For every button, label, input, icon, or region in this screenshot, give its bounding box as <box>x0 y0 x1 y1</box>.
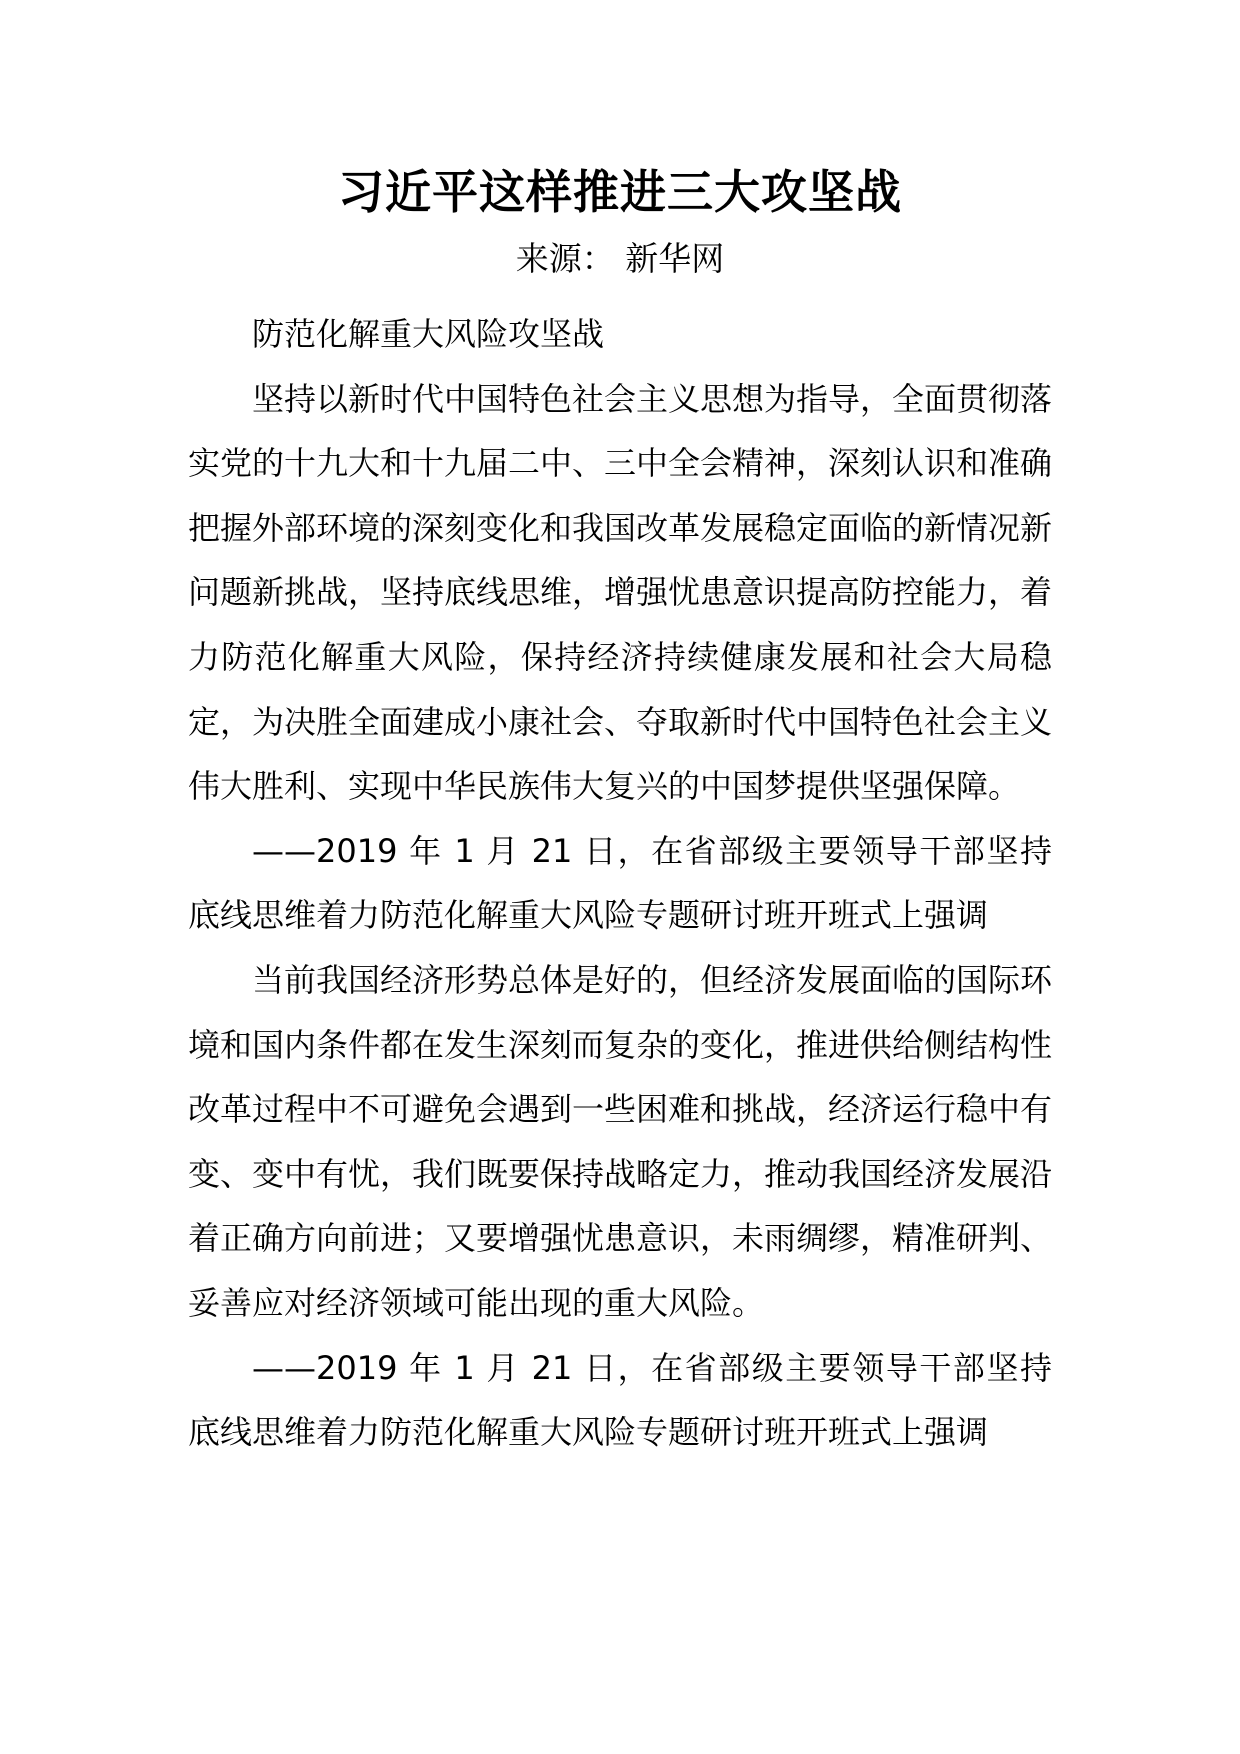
document-source: 来源： 新华网 <box>515 239 725 278</box>
document-title: 习近平这样推进三大攻坚战 <box>338 165 902 219</box>
quote-attribution: ——2019 年 1 月 21 日，在省部级主要领导干部坚持底线思维着力防范化解重大风险专题研讨班开班式上强调 <box>188 1348 1052 1452</box>
body-paragraph: 当前我国经济形势总体是好的，但经济发展面临的国际环境和国内条件都在发生深刻而复杂的变化，推进供给侧结构性改革过程中不可避免会遇到一些困难和挑战，经济运行稳中有变、变中有忧，我们既要保持战略定力，推动我国经济发展沿着正确方向前进；又要增强忧患意识，未雨绸缪，精准研判、妥善应对经济领域可能出现的重大风险。 <box>188 960 1053 1322</box>
body-paragraph: 坚持以新时代中国特色社会主义思想为指导，全面贯彻落实党的十九大和十九届二中、三中全会精神，深刻认识和准确把握外部环境的深刻变化和我国改革发展稳定面临的新情况新问题新挑战，坚持底线思维，增强忧患意识提高防控能力，着力防范化解重大风险，保持经济持续健康发展和社会大局稳定，为决胜全面建成小康社会、夺取新时代中国特色社会主义伟大胜利、实现中华民族伟大复兴的中国梦提供坚强保障。 <box>188 379 1053 806</box>
quote-attribution: ——2019 年 1 月 21 日，在省部级主要领导干部坚持底线思维着力防范化解重大风险专题研讨班开班式上强调 <box>188 831 1052 935</box>
section-heading: 防范化解重大风险攻坚战 <box>252 315 605 353</box>
document-body <box>188 302 1052 1465</box>
